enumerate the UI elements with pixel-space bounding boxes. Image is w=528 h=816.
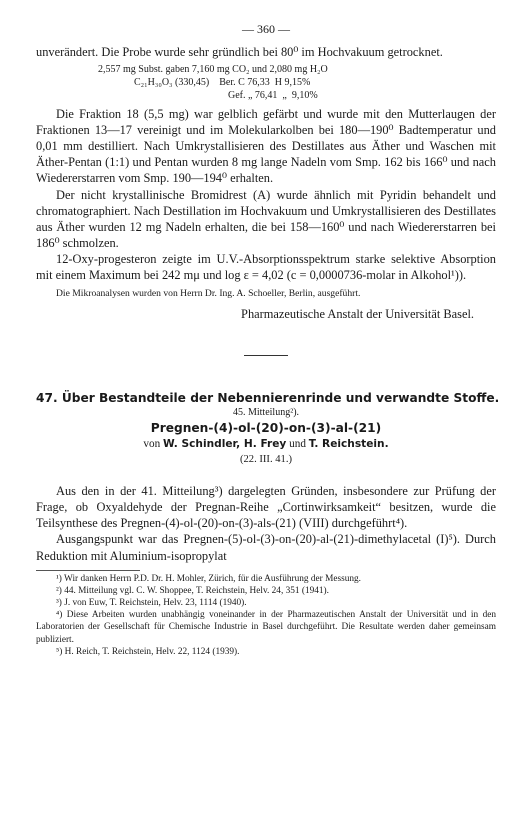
article-heading: 47. Über Bestandteile der Nebennierenrinde und verwandte Stoffe. [36,391,500,406]
analysis-line-calculated: C₂₁H₃₀O₃ (330,45) Ber. C 76,33 H 9,15% [134,77,311,89]
footnotes [36,573,496,658]
article-authors [36,438,496,450]
analysis-line-substance: 2,557 mg Subst. gaben 7,160 mg CO₂ und 2,080 mg H₂O [98,64,328,76]
analysis-line-found: Gef. „ 76,41 „ 9,10% [228,90,318,102]
elemental-analysis [36,63,496,102]
footnote-5: ⁵) H. Reich, T. Reichstein, Helv. 22, 1124 (1939). [56,646,240,657]
paragraph-fraction-18: Die Fraktion 18 (5,5 mg) war gelblich gefärbt und wurde mit den Mutterlaugen der Fraktionen 13—17 vereinigt und im Molekularkolben bei 180—190⁰ Badtemperatur und 0,01 mm destilliert. Nach Umkrystallisieren des Destillates aus Äther und Waschen mit Äther-Pentan (1:1) und Pentan wurden 8 mg lange Nadeln vom Smp. 162 bis 166⁰ und nach Wiedererstarren vom Smp. 190—194⁰ erhalten. [36,107,496,186]
section-divider [244,355,288,356]
article-paragraph-intro: Aus den in der 41. Mitteilung³) dargelegten Gründen, insbesondere zur Prüfung der Frage, ob Oxyaldehyde der Pregnan-Reihe „Cortinwirksamkeit“ besitzen, wurde die Teilsynthese des Pregnen-(4)-ol-(20)-on-(3)-als-(21) (VIII) durchgeführt⁴). [36,484,496,531]
paragraph-drying: unverändert. Die Probe wurde sehr gründlich bei 80⁰ im Hochvakuum getrocknet. [36,45,443,59]
footnote-rule [36,570,140,571]
institution-signature: Pharmazeutische Anstalt der Universität Basel. [241,307,474,322]
microanalysis-note: Die Mikroanalysen wurden von Herrn Dr. Ing. A. Schoeller, Berlin, ausgeführt. [56,288,361,300]
author-last: T. Reichstein. [308,438,389,451]
footnote-1: ¹) Wir danken Herrn P.D. Dr. H. Mohler, Zürich, für die Ausführung der Messung. [56,573,361,584]
authors-names: W. Schindler, H. Frey [162,438,287,451]
authors-prefix: von [143,438,161,451]
footnote-4: ⁴) Diese Arbeiten wurden unabhängig voneinander in der Pharmazeutischen Anstalt der Universität und in den Laboratorien der Gesellschaft für Chemische Industrie in Basel durchgeführt. Die Resultate werden daher gemeinsam publiziert. [36,610,496,645]
footnote-3: ³) J. von Euw, T. Reichstein, Helv. 23, 1114 (1940). [56,598,247,608]
paragraph-bromide-residue: Der nicht krystallinische Bromidrest (A) wurde ähnlich mit Pyridin behandelt und chromatographiert. Nach Destillation im Hochvakuum und Umkrystallisieren des Destillates aus Äther wurden 12 mg Nadeln erhalten, die bei 158—160⁰ und nach Wiedererstarren bei 186⁰ schmolzen. [36,187,496,250]
communication-number: 45. Mitteilung²). [232,407,300,419]
page-number: — 360 — [242,22,290,36]
footnote-2: ²) 44. Mitteilung vgl. C. W. Shoppee, T. Reichstein, Helv. 24, 351 (1941). [56,585,329,596]
article-paragraph-start: Ausgangspunkt war das Pregnen-(5)-ol-(3)-on-(20)-al-(21)-dimethylacetal (I)⁵). Durch Reduktion mit Aluminium-isopropylat [36,532,496,563]
article-date: (22. III. 41.) [239,454,293,466]
page-content [36,22,500,658]
paragraph-uv-absorption: 12-Oxy-progesteron zeigte im U.V.-Absorptionsspektrum starke selektive Absorption mit einem Maximum bei 242 mμ und log ε = 4,02 (c = 0,0000736-molar in Alkohol¹)). [36,251,496,283]
article-title: Pregnen-(4)-ol-(20)-on-(3)-al-(21) [150,421,382,436]
authors-and: und [289,438,306,451]
